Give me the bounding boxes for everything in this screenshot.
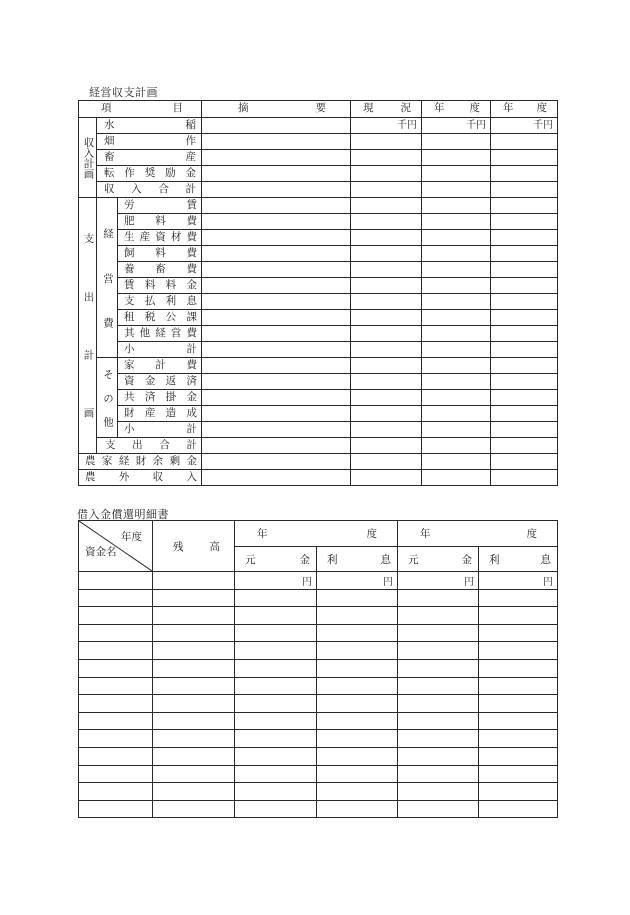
- operating-expense-item-label: 養畜費: [118, 262, 202, 278]
- loan-interest-1-cell: 円: [317, 572, 398, 590]
- operating-expense-year-1-cell: [422, 246, 491, 262]
- loan-balance-cell: [153, 800, 235, 818]
- loan-principal-2-cell: [398, 642, 479, 660]
- plan-extra-current-cell: [351, 454, 422, 470]
- operating-expense-current-cell: [351, 294, 422, 310]
- income-current-cell: 千円: [351, 118, 422, 134]
- loan-fund-name-cell: [79, 659, 153, 677]
- income-year-1-cell: [422, 182, 491, 198]
- loan-principal-2-cell: [398, 712, 479, 730]
- loan-principal-2-cell: [398, 677, 479, 695]
- other-expense-current-cell: [351, 406, 422, 422]
- operating-expense-current-cell: [351, 342, 422, 358]
- loan-fund-name-cell: [79, 800, 153, 818]
- other-expense-current-cell: [351, 390, 422, 406]
- plan-extra-year-2-cell: [491, 454, 558, 470]
- loan-balance-cell: [153, 642, 235, 660]
- other-expense-current-cell: [351, 358, 422, 374]
- other-expense-year-2-cell: [491, 374, 558, 390]
- operating-expense-current-cell: [351, 198, 422, 214]
- plan-extra-label: 農外収入: [79, 470, 202, 486]
- loan-row: [79, 677, 558, 695]
- loan-row: [79, 800, 558, 818]
- loan-interest-2-cell: [479, 783, 558, 801]
- income-summary-cell: [202, 150, 351, 166]
- loan-interest-2-cell: [479, 624, 558, 642]
- other-expense-row: [79, 374, 558, 390]
- income-row: [79, 150, 558, 166]
- loan-header-row-1: [79, 521, 558, 547]
- loan-balance-cell: [153, 783, 235, 801]
- loan-balance-cell: [153, 589, 235, 607]
- operating-expense-summary-cell: [202, 310, 351, 326]
- loan-balance-cell: [153, 695, 235, 713]
- operating-expense-summary-cell: [202, 278, 351, 294]
- loan-principal-1-cell: [235, 712, 317, 730]
- loan-interest-1-cell: [317, 589, 398, 607]
- loan-row: [79, 712, 558, 730]
- other-expense-summary-cell: [202, 358, 351, 374]
- other-expense-label: その他: [97, 358, 118, 438]
- loan-principal-2-cell: 円: [398, 572, 479, 590]
- header-current: 現況: [351, 101, 422, 118]
- operating-expense-row: [79, 342, 558, 358]
- operating-expense-year-2-cell: [491, 278, 558, 294]
- loan-row: [79, 659, 558, 677]
- operating-expense-summary-cell: [202, 262, 351, 278]
- loan-principal-1-cell: [235, 642, 317, 660]
- loan-principal-2-cell: [398, 589, 479, 607]
- loan-row: [79, 589, 558, 607]
- other-expense-item-label: 小計: [118, 422, 202, 438]
- loan-balance-cell: [153, 572, 235, 590]
- income-current-cell: [351, 166, 422, 182]
- income-row: [79, 182, 558, 198]
- operating-expense-current-cell: [351, 230, 422, 246]
- loan-interest-1-cell: [317, 642, 398, 660]
- operating-expense-summary-cell: [202, 198, 351, 214]
- loan-row: [79, 765, 558, 783]
- income-year-1-cell: [422, 166, 491, 182]
- income-row: [79, 166, 558, 182]
- operating-expense-current-cell: [351, 326, 422, 342]
- loan-interest-1-cell: [317, 695, 398, 713]
- income-current-cell: [351, 134, 422, 150]
- operating-expense-summary-cell: [202, 342, 351, 358]
- loan-fund-name-cell: [79, 695, 153, 713]
- expense-group-label: 支出計画: [79, 198, 97, 454]
- operating-expense-year-1-cell: [422, 230, 491, 246]
- loan-fund-name-cell: [79, 642, 153, 660]
- loan-balance-cell: [153, 712, 235, 730]
- loan-title: 借入金償還明細書: [77, 509, 169, 521]
- loan-principal-2-cell: [398, 730, 479, 748]
- loan-balance-cell: [153, 624, 235, 642]
- loan-row: [79, 783, 558, 801]
- loan-principal-2-cell: [398, 765, 479, 783]
- loan-interest-2-cell: [479, 607, 558, 625]
- loan-balance-cell: [153, 765, 235, 783]
- loan-interest-2-cell: [479, 642, 558, 660]
- operating-expense-year-2-cell: [491, 310, 558, 326]
- loan-interest-1-cell: [317, 730, 398, 748]
- loan-row: [79, 695, 558, 713]
- loan-fund-name-cell: [79, 607, 153, 625]
- loan-interest-1-cell: [317, 712, 398, 730]
- operating-expense-current-cell: [351, 310, 422, 326]
- loan-repayment-table: [78, 520, 558, 818]
- loan-row: [79, 642, 558, 660]
- expense-total-summary-cell: [202, 438, 351, 454]
- income-year-2-cell: [491, 150, 558, 166]
- expense-total-year-1-cell: [422, 438, 491, 454]
- loan-interest-1-cell: [317, 783, 398, 801]
- loan-fund-name-cell: [79, 783, 153, 801]
- loan-balance-cell: [153, 607, 235, 625]
- loan-principal-2-cell: [398, 783, 479, 801]
- other-expense-summary-cell: [202, 422, 351, 438]
- loan-interest-1-cell: [317, 624, 398, 642]
- operating-expense-item-label: 租税公課: [118, 310, 202, 326]
- expense-total-label: 支出合計: [97, 438, 202, 454]
- loan-fund-name-cell: [79, 677, 153, 695]
- other-expense-item-label: 資金返済: [118, 374, 202, 390]
- operating-expense-row: [79, 262, 558, 278]
- other-expense-year-2-cell: [491, 406, 558, 422]
- year-group-2-header: 年度: [398, 521, 558, 547]
- loan-principal-1-cell: [235, 589, 317, 607]
- diag-year-label: 年度: [121, 532, 142, 543]
- operating-expense-year-2-cell: [491, 198, 558, 214]
- expense-total-row: [79, 438, 558, 454]
- loan-principal-1-cell: [235, 747, 317, 765]
- operating-expense-item-label: 肥料費: [118, 214, 202, 230]
- income-item-label: 収入合計: [97, 182, 202, 198]
- other-expense-year-1-cell: [422, 406, 491, 422]
- loan-principal-2-cell: [398, 695, 479, 713]
- loan-interest-1-cell: [317, 800, 398, 818]
- fund-name-year-header: [79, 521, 153, 572]
- income-row: [79, 134, 558, 150]
- principal-header-1: 元金: [235, 547, 317, 572]
- income-current-cell: [351, 182, 422, 198]
- other-expense-summary-cell: [202, 390, 351, 406]
- income-year-1-cell: [422, 150, 491, 166]
- other-expense-year-1-cell: [422, 374, 491, 390]
- operating-expense-current-cell: [351, 214, 422, 230]
- header-item: 項目: [79, 101, 202, 118]
- operating-expense-summary-cell: [202, 246, 351, 262]
- loan-row: [79, 607, 558, 625]
- principal-header-2: 元金: [398, 547, 479, 572]
- operating-expense-summary-cell: [202, 230, 351, 246]
- operating-expense-year-1-cell: [422, 214, 491, 230]
- operating-expense-item-label: 生産資材費: [118, 230, 202, 246]
- income-item-label: 水稲: [97, 118, 202, 134]
- operating-expense-item-label: 飼料費: [118, 246, 202, 262]
- plan-extra-year-1-cell: [422, 470, 491, 486]
- operating-expense-item-label: 小計: [118, 342, 202, 358]
- operating-expense-year-2-cell: [491, 230, 558, 246]
- other-expense-summary-cell: [202, 374, 351, 390]
- operating-expense-item-label: 賃料料金: [118, 278, 202, 294]
- income-item-label: 転作奨励金: [97, 166, 202, 182]
- other-expense-item-label: 家計費: [118, 358, 202, 374]
- operating-expense-year-1-cell: [422, 342, 491, 358]
- plan-extra-summary-cell: [202, 454, 351, 470]
- loan-principal-2-cell: [398, 800, 479, 818]
- operating-expense-year-1-cell: [422, 326, 491, 342]
- operating-expense-row: [79, 278, 558, 294]
- loan-principal-1-cell: [235, 677, 317, 695]
- loan-interest-2-cell: [479, 677, 558, 695]
- other-expense-row: [79, 422, 558, 438]
- loan-interest-1-cell: [317, 677, 398, 695]
- plan-extra-label: 農家経財余剰金: [79, 454, 202, 470]
- operating-expense-year-2-cell: [491, 326, 558, 342]
- operating-expense-year-1-cell: [422, 262, 491, 278]
- operating-expense-row: [79, 214, 558, 230]
- loan-principal-2-cell: [398, 607, 479, 625]
- loan-principal-1-cell: [235, 659, 317, 677]
- income-year-2-cell: [491, 182, 558, 198]
- year-group-1-header: 年度: [235, 521, 398, 547]
- loan-principal-1-cell: [235, 783, 317, 801]
- other-expense-year-2-cell: [491, 390, 558, 406]
- plan-title: 経営収支計画: [89, 87, 158, 99]
- loan-principal-1-cell: [235, 624, 317, 642]
- loan-interest-2-cell: [479, 659, 558, 677]
- income-year-2-cell: [491, 134, 558, 150]
- income-year-1-cell: 千円: [422, 118, 491, 134]
- operating-expense-year-2-cell: [491, 214, 558, 230]
- plan-extra-year-1-cell: [422, 454, 491, 470]
- other-expense-current-cell: [351, 422, 422, 438]
- loan-interest-1-cell: [317, 607, 398, 625]
- income-year-2-cell: 千円: [491, 118, 558, 134]
- interest-header-1: 利息: [317, 547, 398, 572]
- other-expense-item-label: 共済掛金: [118, 390, 202, 406]
- plan-extra-row: [79, 470, 558, 486]
- operating-expense-year-1-cell: [422, 278, 491, 294]
- operating-expense-current-cell: [351, 262, 422, 278]
- operating-expense-item-label: 労賃: [118, 198, 202, 214]
- loan-fund-name-cell: [79, 747, 153, 765]
- income-summary-cell: [202, 182, 351, 198]
- other-expense-row: [79, 406, 558, 422]
- other-expense-year-2-cell: [491, 358, 558, 374]
- other-expense-year-1-cell: [422, 422, 491, 438]
- operating-expense-item-label: 支払利息: [118, 294, 202, 310]
- loan-balance-cell: [153, 659, 235, 677]
- income-year-2-cell: [491, 166, 558, 182]
- operating-expense-summary-cell: [202, 214, 351, 230]
- loan-principal-1-cell: 円: [235, 572, 317, 590]
- operating-expense-item-label: 其他経営費: [118, 326, 202, 342]
- loan-interest-2-cell: [479, 712, 558, 730]
- loan-interest-2-cell: [479, 589, 558, 607]
- other-expense-item-label: 財産造成: [118, 406, 202, 422]
- operating-expense-row: [79, 326, 558, 342]
- loan-interest-1-cell: [317, 747, 398, 765]
- operating-expense-row: [79, 310, 558, 326]
- income-current-cell: [351, 150, 422, 166]
- loan-row: [79, 572, 558, 590]
- expense-total-current-cell: [351, 438, 422, 454]
- loan-principal-1-cell: [235, 800, 317, 818]
- operating-expense-summary-cell: [202, 326, 351, 342]
- operating-expense-row: [79, 198, 558, 214]
- operating-expense-year-2-cell: [491, 342, 558, 358]
- other-expense-row: [79, 390, 558, 406]
- other-expense-year-2-cell: [491, 422, 558, 438]
- loan-interest-2-cell: [479, 800, 558, 818]
- loan-interest-2-cell: [479, 765, 558, 783]
- loan-interest-2-cell: [479, 730, 558, 748]
- header-summary: 摘要: [202, 101, 351, 118]
- income-year-1-cell: [422, 134, 491, 150]
- other-expense-summary-cell: [202, 406, 351, 422]
- header-year-1: 年度: [422, 101, 491, 118]
- other-expense-current-cell: [351, 374, 422, 390]
- operating-expense-row: [79, 230, 558, 246]
- loan-fund-name-cell: [79, 712, 153, 730]
- balance-header: 残高: [153, 521, 235, 572]
- income-row: [79, 118, 558, 134]
- loan-interest-1-cell: [317, 765, 398, 783]
- loan-principal-1-cell: [235, 765, 317, 783]
- loan-fund-name-cell: [79, 730, 153, 748]
- plan-extra-summary-cell: [202, 470, 351, 486]
- loan-row: [79, 747, 558, 765]
- operating-expense-row: [79, 294, 558, 310]
- income-summary-cell: [202, 134, 351, 150]
- expense-total-year-2-cell: [491, 438, 558, 454]
- income-item-label: 畑作: [97, 134, 202, 150]
- operating-expense-year-1-cell: [422, 198, 491, 214]
- other-expense-row: [79, 358, 558, 374]
- operating-expense-row: [79, 246, 558, 262]
- operating-expense-year-2-cell: [491, 246, 558, 262]
- operating-expense-label: 経営費: [97, 198, 118, 358]
- income-group-label: 収入計画: [79, 118, 97, 198]
- loan-fund-name-cell: [79, 765, 153, 783]
- loan-principal-1-cell: [235, 695, 317, 713]
- plan-extra-row: [79, 454, 558, 470]
- loan-principal-2-cell: [398, 659, 479, 677]
- operating-expense-year-1-cell: [422, 310, 491, 326]
- other-expense-year-1-cell: [422, 390, 491, 406]
- operating-expense-current-cell: [351, 246, 422, 262]
- operating-expense-current-cell: [351, 278, 422, 294]
- loan-balance-cell: [153, 730, 235, 748]
- plan-extra-year-2-cell: [491, 470, 558, 486]
- interest-header-2: 利息: [479, 547, 558, 572]
- loan-fund-name-cell: [79, 589, 153, 607]
- loan-principal-2-cell: [398, 624, 479, 642]
- loan-row: [79, 730, 558, 748]
- other-expense-year-1-cell: [422, 358, 491, 374]
- income-summary-cell: [202, 166, 351, 182]
- header-year-2: 年度: [491, 101, 558, 118]
- loan-interest-1-cell: [317, 659, 398, 677]
- loan-balance-cell: [153, 747, 235, 765]
- loan-balance-cell: [153, 677, 235, 695]
- loan-principal-2-cell: [398, 747, 479, 765]
- plan-header-row: [79, 101, 558, 118]
- loan-principal-1-cell: [235, 730, 317, 748]
- loan-row: [79, 624, 558, 642]
- operating-expense-year-1-cell: [422, 294, 491, 310]
- loan-interest-2-cell: [479, 747, 558, 765]
- loan-principal-1-cell: [235, 607, 317, 625]
- operating-expense-year-2-cell: [491, 262, 558, 278]
- diag-fund-label: 資金名: [85, 547, 117, 558]
- operating-expense-year-2-cell: [491, 294, 558, 310]
- income-expense-plan-table: [78, 100, 558, 486]
- plan-extra-current-cell: [351, 470, 422, 486]
- loan-fund-name-cell: [79, 572, 153, 590]
- loan-interest-2-cell: 円: [479, 572, 558, 590]
- loan-fund-name-cell: [79, 624, 153, 642]
- income-summary-cell: [202, 118, 351, 134]
- operating-expense-summary-cell: [202, 294, 351, 310]
- income-item-label: 畜産: [97, 150, 202, 166]
- loan-interest-2-cell: [479, 695, 558, 713]
